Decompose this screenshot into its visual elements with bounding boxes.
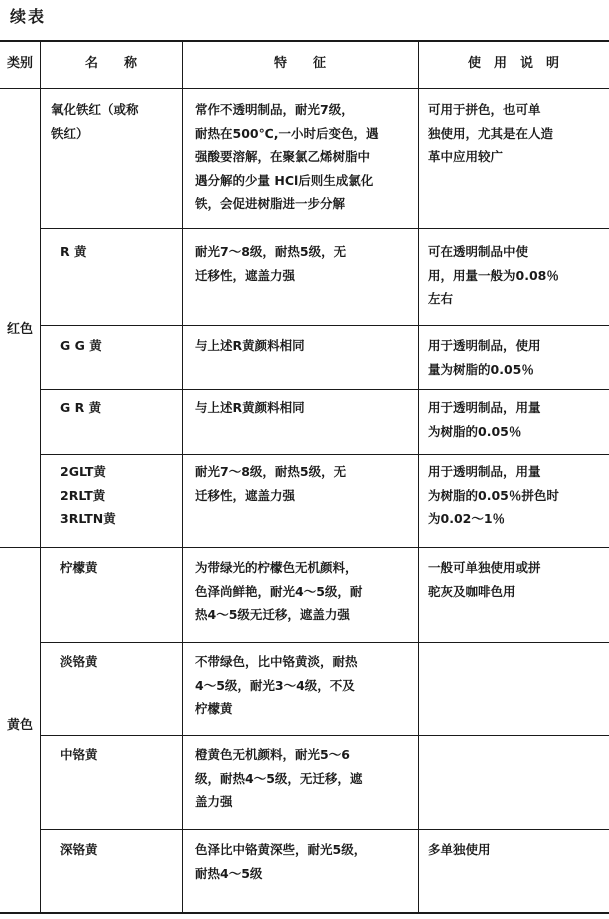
row-features: 常作不透明制品，耐光7级， 耐热在500℃,一小时后变色，遇 强酸要溶解，在聚氯乙烯树脂中 遇分解的少量 HCl后则生成氯化 铁，会促进树脂进一步分解 xyxy=(195,102,379,211)
header-usage: 使 用 说 明 xyxy=(467,56,559,71)
row-name: 深铬黄 xyxy=(60,842,98,857)
column-divider xyxy=(418,40,419,914)
row-divider xyxy=(40,735,609,736)
row-name: 2GLT黄 2RLT黄 3RLTN黄 xyxy=(60,464,116,526)
category-yellow: 黄色 xyxy=(6,718,33,733)
row-name: 中铬黄 xyxy=(60,747,98,762)
row-name: 氧化铁红（或称 铁红） xyxy=(51,102,139,141)
row-features: 耐光7～8级，耐热5级，无 迁移性，遮盖力强 xyxy=(195,244,347,283)
row-name: G R 黄 xyxy=(60,400,102,415)
header-features: 特 征 xyxy=(273,56,326,71)
row-divider xyxy=(40,325,609,326)
row-divider xyxy=(40,389,609,390)
row-usage: 多单独使用 xyxy=(428,842,491,857)
row-divider xyxy=(40,829,609,830)
row-name: R 黄 xyxy=(60,244,87,259)
row-features: 不带绿色，比中铬黄淡，耐热 4～5级，耐光3～4级，不及 柠檬黄 xyxy=(195,654,358,716)
column-divider xyxy=(40,40,41,914)
table-bottom-rule xyxy=(0,912,609,914)
category-divider xyxy=(0,547,609,548)
row-features: 耐光7～8级，耐热5级，无 迁移性，遮盖力强 xyxy=(195,464,347,503)
category-red: 红色 xyxy=(6,322,33,337)
row-usage: 用于透明制品，用量 为树脂的0.05％拼色时 为0.02～1％ xyxy=(428,464,559,526)
row-usage: 用于透明制品，用量 为树脂的0.05％ xyxy=(428,400,541,439)
row-divider xyxy=(40,454,609,455)
row-features: 色泽比中铬黄深些，耐光5级， 耐热4～5级 xyxy=(195,842,367,881)
table-top-rule xyxy=(0,40,609,42)
row-divider xyxy=(40,228,609,229)
header-category: 类别 xyxy=(6,56,33,71)
row-name: 柠檬黄 xyxy=(60,560,98,575)
row-usage: 可在透明制品中使 用，用量一般为0.08％ 左右 xyxy=(428,244,559,306)
page-title: 续表 xyxy=(10,7,47,26)
row-features: 与上述R黄颜料相同 xyxy=(195,338,305,353)
row-usage: 用于透明制品，使用 量为树脂的0.05％ xyxy=(428,338,541,377)
row-features: 橙黄色无机颜料，耐光5～6 级，耐热4～5级，无迁移，遮 盖力强 xyxy=(195,747,363,809)
row-name: 淡铬黄 xyxy=(60,654,98,669)
row-usage: 可用于拼色，也可单 独使用，尤其是在人造 革中应用较广 xyxy=(428,102,554,164)
row-features: 与上述R黄颜料相同 xyxy=(195,400,305,415)
header-bottom-rule xyxy=(0,88,609,89)
row-usage: 一般可单独使用或拼 驼灰及咖啡色用 xyxy=(428,560,541,599)
header-name: 名 称 xyxy=(84,56,137,71)
row-features: 为带绿光的柠檬色无机颜料， 色泽尚鲜艳，耐光4～5级，耐 热4～5级无迁移，遮盖力强 xyxy=(195,560,363,622)
row-divider xyxy=(40,642,609,643)
row-name: G G 黄 xyxy=(60,338,102,353)
column-divider xyxy=(182,40,183,914)
